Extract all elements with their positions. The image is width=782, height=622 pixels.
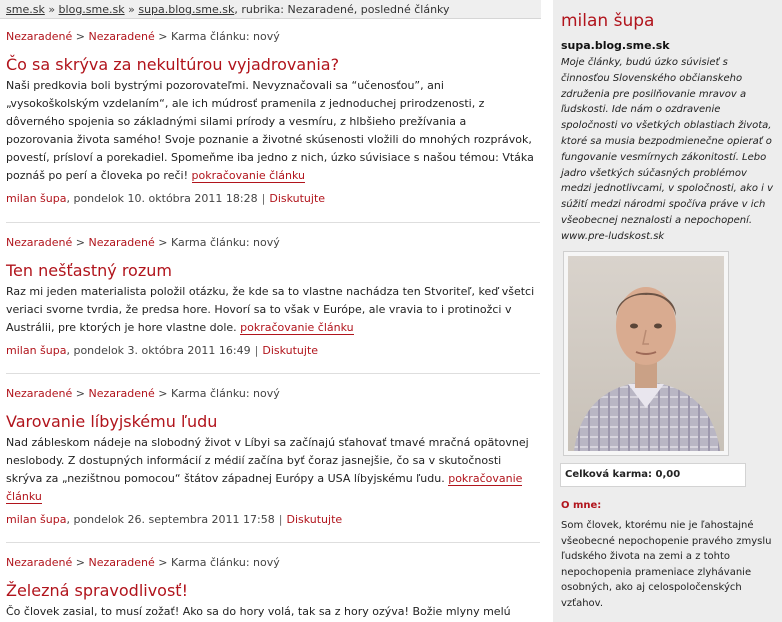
article-excerpt	[6, 283, 536, 337]
article-excerpt	[6, 434, 536, 506]
continue-reading-link[interactable]: pokračovanie článku	[6, 472, 523, 503]
article-date: , pondelok 26. septembra 2011 17:58	[66, 513, 275, 526]
article-excerpt	[6, 77, 536, 185]
article-crumbs	[6, 235, 536, 251]
article-1	[6, 29, 536, 207]
article-title[interactable]	[6, 580, 536, 601]
breadcrumb-separator: »	[128, 3, 135, 16]
breadcrumb-separator: »	[48, 3, 56, 16]
meta-separator: |	[261, 192, 266, 205]
article-crumbs	[6, 386, 536, 402]
about-text: Som človek, ktorému nie je ľahostajné všeobecné nepochopenie pravého zmyslu ľudského života na zemi a z tohto nepochopenia prameniace zlyhávanie osobných, ako aj celospoločenských vzťahov.	[561, 520, 772, 609]
article-4	[6, 555, 536, 621]
author-link[interactable]: milan šupa	[6, 513, 67, 526]
article-title-link[interactable]: Čo sa skrýva za nekultúrou vyjadrovania?	[6, 55, 340, 74]
category-link[interactable]: Nezaradené	[6, 556, 73, 569]
meta-separator: |	[278, 513, 283, 526]
article-excerpt-text: Naši predkovia boli bystrými pozorovateľmi. Nevyznačovali sa “učenosťou”, ani „vysokoškolským vzdelaním“, ale ich múdrosť pramenila z jednoduchej prirodzenosti, z dôverného spojenia so základnými silami prírody a vesmíru, z hlbšieho prežívania a pozorovania života samého! Svoje poznanie a životné skúsenosti vložili do mnohých rozprávok, povestí, prísloví a porekadiel. Spomeňme iba jedno z nich, úzko súvisiace s našou témou: Vtáka poznáš po perí a človeka po reči!	[6, 79, 534, 182]
crumb-separator: >	[75, 236, 85, 249]
article-crumbs	[6, 555, 536, 571]
breadcrumb-link-blog[interactable]: blog.sme.sk	[58, 3, 125, 16]
article-divider	[6, 373, 540, 374]
article-title-link[interactable]: Varovanie líbyjskému ľudu	[6, 412, 218, 431]
author-blog-url: supa.blog.sme.sk	[561, 39, 670, 52]
article-title[interactable]	[6, 260, 536, 281]
category-link[interactable]: Nezaradené	[6, 30, 73, 43]
article-karma: > Karma článku: nový	[158, 236, 280, 249]
article-divider	[6, 542, 540, 543]
breadcrumb-link-supa-blog[interactable]: supa.blog.sme.sk	[138, 3, 235, 16]
article-crumbs	[6, 29, 536, 45]
crumb-separator: >	[75, 556, 85, 569]
article-title[interactable]	[6, 54, 536, 75]
author-sidebar	[553, 0, 782, 622]
discuss-link[interactable]: Diskutujte	[286, 513, 343, 526]
author-portrait-icon	[568, 256, 724, 451]
continue-reading-link[interactable]: pokračovanie článku	[191, 169, 305, 182]
article-excerpt-text: Raz mi jeden materialista položil otázku, že kde sa to vlastne nachádza ten Stvoriteľ, keď všetci veriaci svorne tvrdia, že predsa hore. Hovorí sa to však v Európe, ale vravia to i protinožci v Austrálii, pre ktorých je hore vlastne dole.	[6, 285, 535, 334]
article-excerpt	[6, 603, 536, 621]
crumb-separator: >	[75, 387, 85, 400]
article-title-link[interactable]: Ten nešťastný rozum	[6, 261, 172, 280]
article-karma: > Karma článku: nový	[158, 387, 280, 400]
article-title-link[interactable]: Železná spravodlivosť!	[6, 581, 188, 600]
rubric-link[interactable]: Nezaradené	[88, 556, 155, 569]
author-link[interactable]: milan šupa	[6, 192, 67, 205]
article-karma: > Karma článku: nový	[158, 556, 280, 569]
author-motto: Moje články, budú úzko súvisieť s činnosťou Slovenského občianskeho združenia pre posilňovanie mravov a ľudskosti. Ide nám o ozdravenie spoločnosti vo všetkých oblastiach života, ktoré sa musia bezpodmienečne opierať o fungovanie vesmírnych zákonitostí. Lebo jadro všetkých súčasných problémov medzi jednotlivcami, v spoločnosti, ako i v súžití medzi národmi spočíva práve v ich všeobecnej neznalosti a nepochopení. www.pre-ludskost.sk	[561, 57, 774, 242]
total-karma: Celková karma: 0,00	[560, 463, 746, 487]
author-photo	[563, 251, 729, 456]
rubric-link[interactable]: Nezaradené	[88, 236, 155, 249]
article-excerpt-text: Nad zábleskom nádeje na slobodný život v Líbyi sa začínajú sťahovať tmavé mračná opätovnej neslobody. Z dostupných informácií z médií začína byť čoraz jasnejšie, čo sa v skutočnosti skrýva za „nezištnou pomocou“ štátov západnej Európy a USA líbyjskému ľudu.	[6, 436, 529, 485]
article-meta	[6, 343, 536, 359]
category-link[interactable]: Nezaradené	[6, 236, 73, 249]
rubric-link[interactable]: Nezaradené	[88, 387, 155, 400]
about-heading: O mne:	[561, 500, 602, 511]
crumb-separator: >	[75, 30, 85, 43]
author-link[interactable]: milan šupa	[6, 344, 67, 357]
article-karma: > Karma článku: nový	[158, 30, 280, 43]
discuss-link[interactable]: Diskutujte	[262, 344, 319, 357]
article-date: , pondelok 10. októbra 2011 18:28	[66, 192, 258, 205]
article-2	[6, 235, 536, 359]
article-divider	[6, 222, 540, 223]
article-title[interactable]	[6, 411, 536, 432]
discuss-link[interactable]: Diskutujte	[269, 192, 326, 205]
author-name: milan šupa	[561, 11, 655, 31]
article-date: , pondelok 3. októbra 2011 16:49	[66, 344, 251, 357]
meta-separator: |	[254, 344, 259, 357]
category-link[interactable]: Nezaradené	[6, 387, 73, 400]
article-meta	[6, 512, 536, 528]
article-meta	[6, 191, 536, 207]
breadcrumb-link-sme[interactable]: sme.sk	[6, 3, 45, 16]
article-excerpt-text: Čo človek zasial, to musí zožať! Ako sa do hory volá, tak sa z hory ozýva! Božie mlyny melú	[6, 605, 511, 618]
article-3	[6, 386, 536, 528]
rubric-link[interactable]: Nezaradené	[88, 30, 155, 43]
continue-reading-link[interactable]: pokračovanie článku	[240, 321, 354, 334]
breadcrumb	[0, 0, 541, 19]
breadcrumb-rubric: , rubrika: Nezaradené, posledné články	[234, 3, 450, 16]
